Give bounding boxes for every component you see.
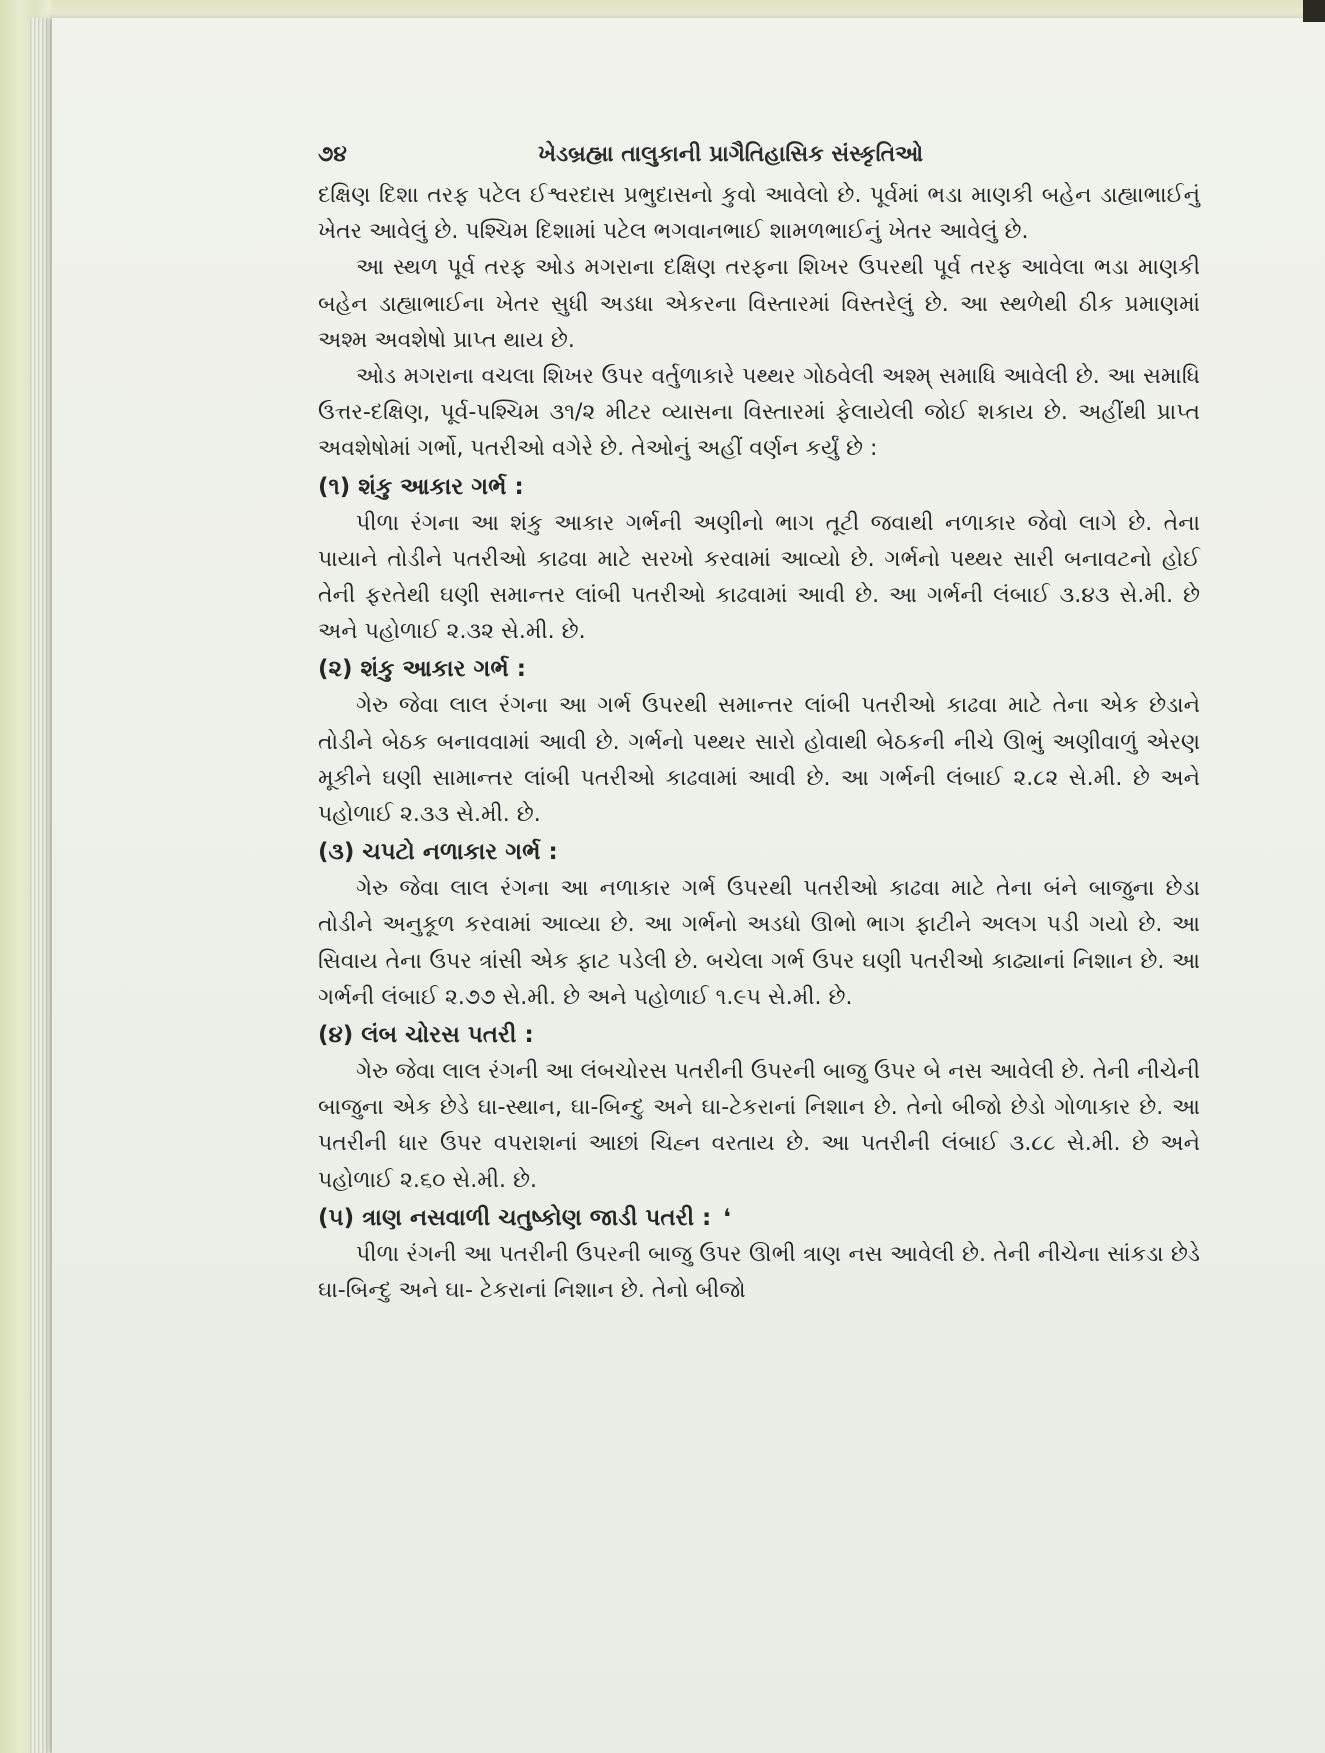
section-heading-5: (૫) ત્રાણ નસવાળી ચતુષ્કોણ જાડી પતરી : (318, 1204, 712, 1231)
page-number: ૭૪ (318, 142, 347, 167)
page-top-edge (52, 0, 1325, 18)
section-heading-2: (૨) શંકુ આકાર ગર્ભ : (318, 656, 526, 683)
running-head (318, 138, 1200, 178)
section-text-5: પીળા રંગની આ પતરીની ઉપરની બાજુ ઉપર ઊભી ત્રાણ નસ આવેલી છે. તેની નીચેના સાંકડા છેડે ઘા-બિન્દુ અને ઘા- ટેકરાનાં નિશાન છે. તેનો બીજો (318, 1241, 1200, 1304)
paragraph-2: આ સ્થળ પૂર્વ તરફ ઓડ મગરાના દક્ષિણ તરફના શિખર ઉપરથી પૂર્વ તરફ આવેલા ભડા માણકી બહેન ડાહ્યાભાઈના ખેતર સુધી અડધા એકરના વિસ્તારમાં વિસ્તરેલું છે. આ સ્થળેથી ઠીક પ્રમાણમાં અશ્મ અવશેષો પ્રાપ્ત થાય છે. (318, 255, 1200, 353)
stacked-page-lines (30, 18, 54, 1753)
section-heading-5-line (318, 1199, 1200, 1237)
section-text-1: પીળા રંગના આ શંકુ આકાર ગર્ભની અણીનો ભાગ તૂટી જવાથી નળાકાર જેવો લાગે છે. તેના પાયાને તોડીને પતરીઓ કાઢવા માટે સરખો કરવામાં આવ્યો છે. ગર્ભનો પથ્થર સારી બનાવટનો હોઈ તેની ફરતેથી ઘણી સમાન્તર લાંબી પતરીઓ કાઢવામાં આવી છે. આ ગર્ભની લંબાઈ ૩.૪૩ સે.મી. છે અને પહોળાઈ ૨.૩૨ સે.મી. છે. (318, 510, 1200, 645)
section-heading-3: (૩) ચપટો નળાકાર ગર્ભ : (318, 839, 558, 866)
book-title: ખેડબ્રહ્મા તાલુકાની પ્રાગૈતિહાસિક સંસ્કૃતિઓ (538, 142, 924, 167)
page-content (318, 138, 1200, 1309)
section-text-4: ગેરુ જેવા લાલ રંગની આ લંબચોરસ પતરીની ઉપરની બાજુ ઉપર બે નસ આવેલી છે. તેની નીચેની બાજુના એક છેડે ઘા-સ્થાન, ઘા-બિન્દુ અને ઘા-ટેકરાનાં નિશાન છે. તેનો બીજો છેડો ગોળાકાર છે. આ પતરીની ધાર ઉપર વપરાશનાં આછાં ચિહ્ન વરતાય છે. આ પતરીની લંબાઈ ૩.૮૮ સે.મી. છે અને પહોળાઈ ૨.૬૦ સે.મી. છે. (318, 1059, 1200, 1193)
paragraph-3: ઓડ મગરાના વચલા શિખર ઉપર વર્તુળાકારે પથ્થર ગોઠવેલી અશ્મ્ સમાધિ આવેલી છે. આ સમાધિ ઉત્તર-દક્ષિણ, પૂર્વ-પશ્ચિમ ૩૧/૨ મીટર વ્યાસના વિસ્તારમાં ફેલાયેલી જોઈ શકાય છે. અહીંથી પ્રાપ્ત અવશેષોમાં ગર્ભો, પતરીઓ વગેરે છે. તેઓનું અહીં વર્ણન કર્યું છે : (318, 364, 1200, 462)
section-text-2: ગેરુ જેવા લાલ રંગના આ ગર્ભ ઉપરથી સમાન્તર લાંબી પતરીઓ કાઢવા માટે તેના એક છેડાને તોડીને બેઠક બનાવવામાં આવી છે. ગર્ભનો પથ્થર સારો હોવાથી બેઠકની નીચે ઊભું અણીવાળું એરણ મૂકીને ઘણી સામાન્તર લાંબી પતરીઓ કાઢવામાં આવી છે. આ ગર્ભની લંબાઈ ૨.૮૨ સે.મી. છે અને પહોળાઈ ૨.૩૩ સે.મી. છે. (318, 693, 1200, 828)
corner-shadow (1303, 0, 1325, 22)
section-text-3: ગેરુ જેવા લાલ રંગના આ નળાકાર ગર્ભ ઉપરથી પતરીઓ કાઢવા માટે તેના બંને બાજુના છેડા તોડીને અનુકૂળ કરવામાં આવ્યા છે. આ ગર્ભનો અડધો ઊભો ભાગ ફાટીને અલગ પડી ગયો છે. આ સિવાય તેના ઉપર ત્રાંસી એક ફાટ પડેલી છે. બચેલા ગર્ભ ઉપર ઘણી પતરીઓ કાઢ્યાનાં નિશાન છે. આ ગર્ભની લંબાઈ ૨.૭૭ સે.મી. છે અને પહોળાઈ ૧.૯૫ સે.મી. છે. (318, 876, 1200, 1010)
paragraph-1: દક્ષિણ દિશા તરફ પટેલ ઈશ્વરદાસ પ્રભુદાસનો કુવો આવેલો છે. પૂર્વમાં ભડા માણકી બહેન ડાહ્યાભાઈનું ખેતર આવેલું છે. પશ્ચિમ દિશામાં પટેલ ભગવાનભાઈ શામળભાઈનું ખેતર આવેલું છે. (318, 183, 1200, 245)
margin-mark: ❛ (723, 1204, 731, 1231)
section-heading-4: (૪) લંબ ચોરસ પતરી : (318, 1022, 534, 1049)
section-heading-1: (૧) શંકુ આકાર ગર્ભ : (318, 473, 524, 500)
